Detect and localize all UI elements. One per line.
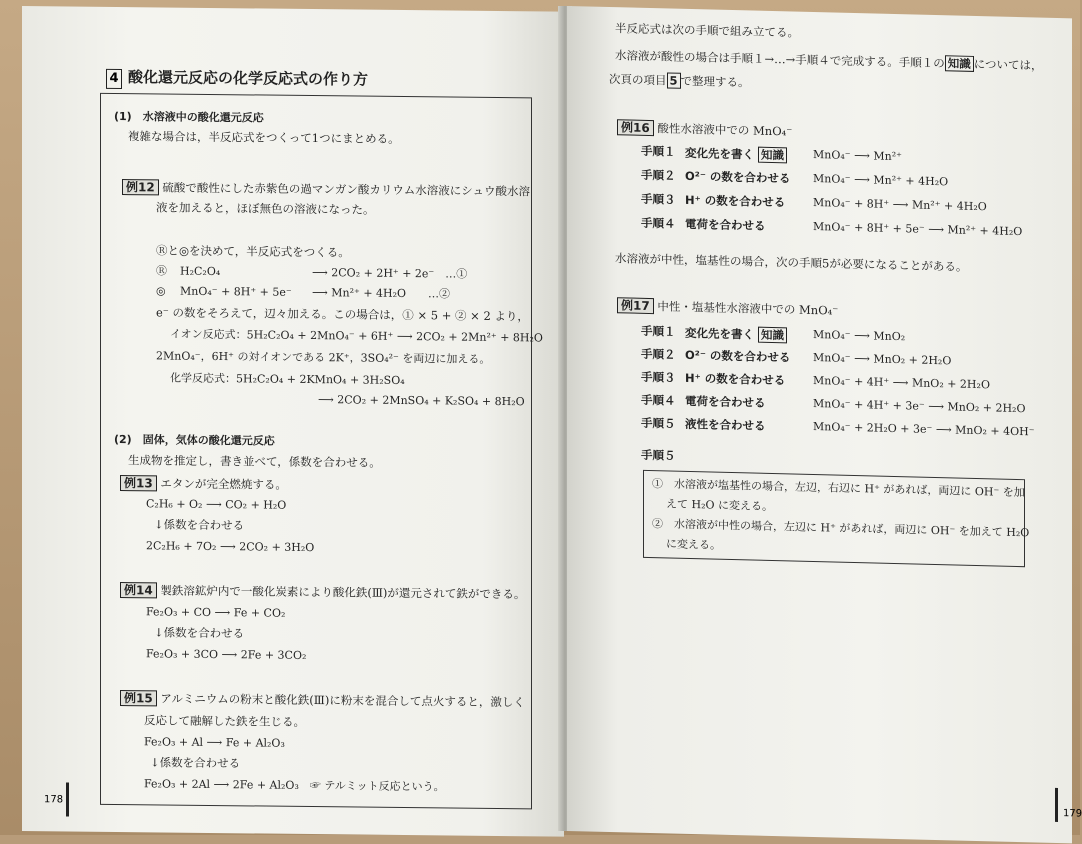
step-name bbox=[685, 417, 766, 433]
step-label: 手順１ bbox=[641, 143, 676, 159]
right-page bbox=[567, 6, 1082, 843]
step-label: 手順４ bbox=[641, 215, 676, 231]
example-15-eq2: Fe₂O₃ + 2Al ⟶ 2Fe + Al₂O₃ ☞ テルミット反応という。 bbox=[144, 777, 445, 794]
example-12-label: 例12 bbox=[122, 179, 159, 195]
step-equation: MnO₄⁻ + 4H⁺ ⟶ MnO₂ + 2H₂O bbox=[813, 374, 990, 392]
chemical-equation-rhs: ⟶ 2CO₂ + 2MnSO₄ + K₂SO₄ + 8H₂O bbox=[318, 393, 525, 409]
step-label: 手順３ bbox=[641, 369, 676, 385]
step-name bbox=[685, 325, 787, 343]
oxidant-symbol: ◎ bbox=[156, 284, 166, 298]
sub1-title: (1) 水溶液中の酸化還元反応 bbox=[114, 109, 264, 125]
example-12-text2: 液を加えると，ほぼ無色の溶液になった。 bbox=[156, 200, 375, 217]
step-name-text: H⁺ の数を合わせる bbox=[685, 192, 786, 210]
oxidant-lhs: MnO₄⁻ + 8H⁺ + 5e⁻ bbox=[180, 284, 292, 299]
example-13-eq1: C₂H₆ + O₂ ⟶ CO₂ + H₂O bbox=[146, 497, 287, 512]
step-label: 手順５ bbox=[641, 415, 676, 431]
right-margin-bar bbox=[1055, 788, 1058, 822]
half-reaction-step: Ⓡと◎を決めて，半反応式をつくる。 bbox=[156, 243, 350, 260]
reductant-lhs: H₂C₂O₄ bbox=[180, 264, 221, 279]
step-name-text: 液性を合わせる bbox=[685, 416, 766, 433]
step-equation: MnO₄⁻ + 8H⁺ ⟶ Mn²⁺ + 4H₂O bbox=[813, 196, 987, 214]
example-14-label: 例14 bbox=[120, 582, 157, 598]
example-15-eq1: Fe₂O₃ + Al ⟶ Fe + Al₂O₃ bbox=[144, 735, 285, 750]
step-name-text: 変化先を書く bbox=[685, 325, 754, 342]
step-label: 手順２ bbox=[641, 346, 676, 362]
open-book bbox=[22, 6, 1082, 831]
step-equation: MnO₄⁻ + 2H₂O + 3e⁻ ⟶ MnO₂ + 4OH⁻ bbox=[813, 420, 1035, 439]
step-name-text: O²⁻ の数を合わせる bbox=[685, 347, 791, 365]
sub2-title: (2) 固体，気体の酸化還元反応 bbox=[114, 432, 275, 448]
example-17-title: 中性・塩基性水溶液中での MnO₄⁻ bbox=[657, 299, 839, 318]
example-15-label: 例15 bbox=[120, 690, 157, 706]
left-page-number: 178 bbox=[44, 794, 64, 806]
reductant-rhs: ⟶ 2CO₂ + 2H⁺ + 2e⁻ …① bbox=[312, 266, 468, 281]
example-14-text: 製鉄溶鉱炉内で一酸化炭素により酸化鉄(Ⅲ)が還元されて鉄ができる。 bbox=[160, 583, 526, 602]
step5-rule-2b: に変える。 bbox=[666, 537, 721, 552]
intro-line-3b: で整理する。 bbox=[680, 73, 750, 90]
step-knowledge-box: 知識 bbox=[758, 147, 787, 164]
step5-heading: 手順５ bbox=[641, 447, 676, 463]
section-number: 4 bbox=[106, 69, 122, 89]
step-label: 手順４ bbox=[641, 392, 676, 408]
step-name bbox=[685, 193, 785, 209]
step-equation: MnO₄⁻ ⟶ MnO₂ + 2H₂O bbox=[813, 351, 952, 368]
combine-text: e⁻ の数をそろえて，辺々加える。この場合は，① × 5 + ② × 2 より， bbox=[156, 305, 529, 324]
example-16 bbox=[617, 119, 792, 139]
step-equation: MnO₄⁻ ⟶ MnO₂ bbox=[813, 328, 906, 344]
intro-line-2b: については， bbox=[973, 56, 1043, 73]
step5-rule-1b: えて H₂O に変える。 bbox=[666, 497, 774, 514]
step-name bbox=[685, 394, 766, 410]
step-name bbox=[685, 371, 785, 387]
intro-line-2 bbox=[615, 47, 1043, 73]
chemical-equation-lhs: 化学反応式：5H₂C₂O₄ + 2KMnO₄ + 3H₂SO₄ bbox=[170, 371, 405, 388]
step-name-text: 変化先を書く bbox=[685, 145, 754, 162]
section-title: 酸化還元反応の化学反応式の作り方 bbox=[128, 68, 369, 89]
example-17 bbox=[617, 297, 838, 318]
step-equation: MnO₄⁻ ⟶ Mn²⁺ bbox=[813, 148, 902, 164]
step-name-text: 電荷を合わせる bbox=[685, 216, 766, 233]
example-13-text: エタンが完全燃焼する。 bbox=[160, 476, 287, 492]
step5-rule-2a: ② 水溶液が中性の場合，左辺に H⁺ があれば，両辺に OH⁻ を加えて H₂O bbox=[652, 517, 1030, 540]
step-equation: MnO₄⁻ ⟶ Mn²⁺ + 4H₂O bbox=[813, 172, 949, 189]
example-13-arrow: ↓係数を合わせる bbox=[154, 517, 245, 533]
example-14-arrow: ↓係数を合わせる bbox=[154, 625, 245, 641]
step-label: 手順１ bbox=[641, 323, 676, 339]
step-name-text: H⁺ の数を合わせる bbox=[685, 370, 786, 388]
item-number-box: 5 bbox=[667, 72, 681, 88]
step-name-text: O²⁻ の数を合わせる bbox=[685, 168, 791, 186]
step5-box bbox=[643, 470, 1030, 567]
ionic-equation: イオン反応式：5H₂C₂O₄ + 2MnO₄⁻ + 6H⁺ ⟶ 2CO₂ + 2Mn²⁺ + 8H₂O bbox=[170, 327, 543, 345]
right-page-number: 179 bbox=[1063, 808, 1082, 820]
step-name bbox=[685, 169, 790, 186]
step-label: 手順２ bbox=[641, 167, 676, 183]
oxidant-rhs: ⟶ Mn²⁺ + 4H₂O …② bbox=[312, 286, 451, 301]
step-name bbox=[685, 348, 790, 365]
intro-line-2a: 水溶液が酸性の場合は手順１→…→手順４で完成する。手順１の bbox=[615, 48, 945, 71]
step-knowledge-box: 知識 bbox=[758, 327, 787, 344]
step-name bbox=[685, 217, 766, 233]
example-13-label: 例13 bbox=[120, 475, 157, 491]
step-name-text: 電荷を合わせる bbox=[685, 393, 766, 410]
left-page bbox=[22, 6, 564, 837]
example-17-steps bbox=[567, 6, 1072, 18]
example-14-eq2: Fe₂O₃ + 3CO ⟶ 2Fe + 3CO₂ bbox=[146, 647, 307, 662]
example-16-title: 酸性水溶液中での MnO₄⁻ bbox=[657, 121, 793, 139]
example-15-text2: 反応して融解した鉄を生じる。 bbox=[144, 713, 305, 729]
step-equation: MnO₄⁻ + 8H⁺ + 5e⁻ ⟶ Mn²⁺ + 4H₂O bbox=[813, 220, 1023, 239]
knowledge-box: 知識 bbox=[945, 55, 974, 72]
step5-rule-1a: ① 水溶液が塩基性の場合，左辺，右辺に H⁺ があれば，両辺に OH⁻ を加 bbox=[652, 477, 1025, 500]
intro-line-1: 半反応式は次の手順で組み立てる。 bbox=[615, 21, 799, 40]
mid-note: 水溶液が中性，塩基性の場合，次の手順5が必要になることがある。 bbox=[615, 251, 968, 274]
example-13-eq2: 2C₂H₆ + 7O₂ ⟶ 2CO₂ + 3H₂O bbox=[146, 539, 315, 555]
example-12-text1: 硫酸で酸性にした赤紫色の過マンガン酸カリウム水溶液にシュウ酸水溶 bbox=[162, 180, 531, 199]
counter-ion-text: 2MnO₄⁻，6H⁺ の対イオンである 2K⁺，3SO₄²⁻ を両辺に加える。 bbox=[156, 349, 491, 366]
step-equation: MnO₄⁻ + 4H⁺ + 3e⁻ ⟶ MnO₂ + 2H₂O bbox=[813, 397, 1026, 416]
example-16-steps bbox=[567, 6, 1072, 18]
example-17-label: 例17 bbox=[617, 297, 654, 314]
left-margin-bar bbox=[66, 782, 69, 816]
step-label: 手順３ bbox=[641, 191, 676, 207]
sub1-desc: 複雑な場合は，半反応式をつくって1つにまとめる。 bbox=[128, 129, 400, 146]
step-name bbox=[685, 145, 787, 163]
reductant-symbol: Ⓡ bbox=[156, 264, 167, 278]
example-14-eq1: Fe₂O₃ + CO ⟶ Fe + CO₂ bbox=[146, 605, 286, 620]
intro-line-3a: 次頁の項目 bbox=[609, 72, 667, 88]
example-15-text1: アルミニウムの粉末と酸化鉄(Ⅲ)に粉末を混合して点火すると，激しく bbox=[160, 691, 525, 710]
example-13 bbox=[120, 475, 287, 493]
example-16-label: 例16 bbox=[617, 119, 654, 136]
example-15-arrow: ↓係数を合わせる bbox=[150, 755, 241, 771]
sub2-desc: 生成物を推定し，書き並べて，係数を合わせる。 bbox=[128, 453, 381, 470]
intro-line-3 bbox=[609, 71, 750, 90]
